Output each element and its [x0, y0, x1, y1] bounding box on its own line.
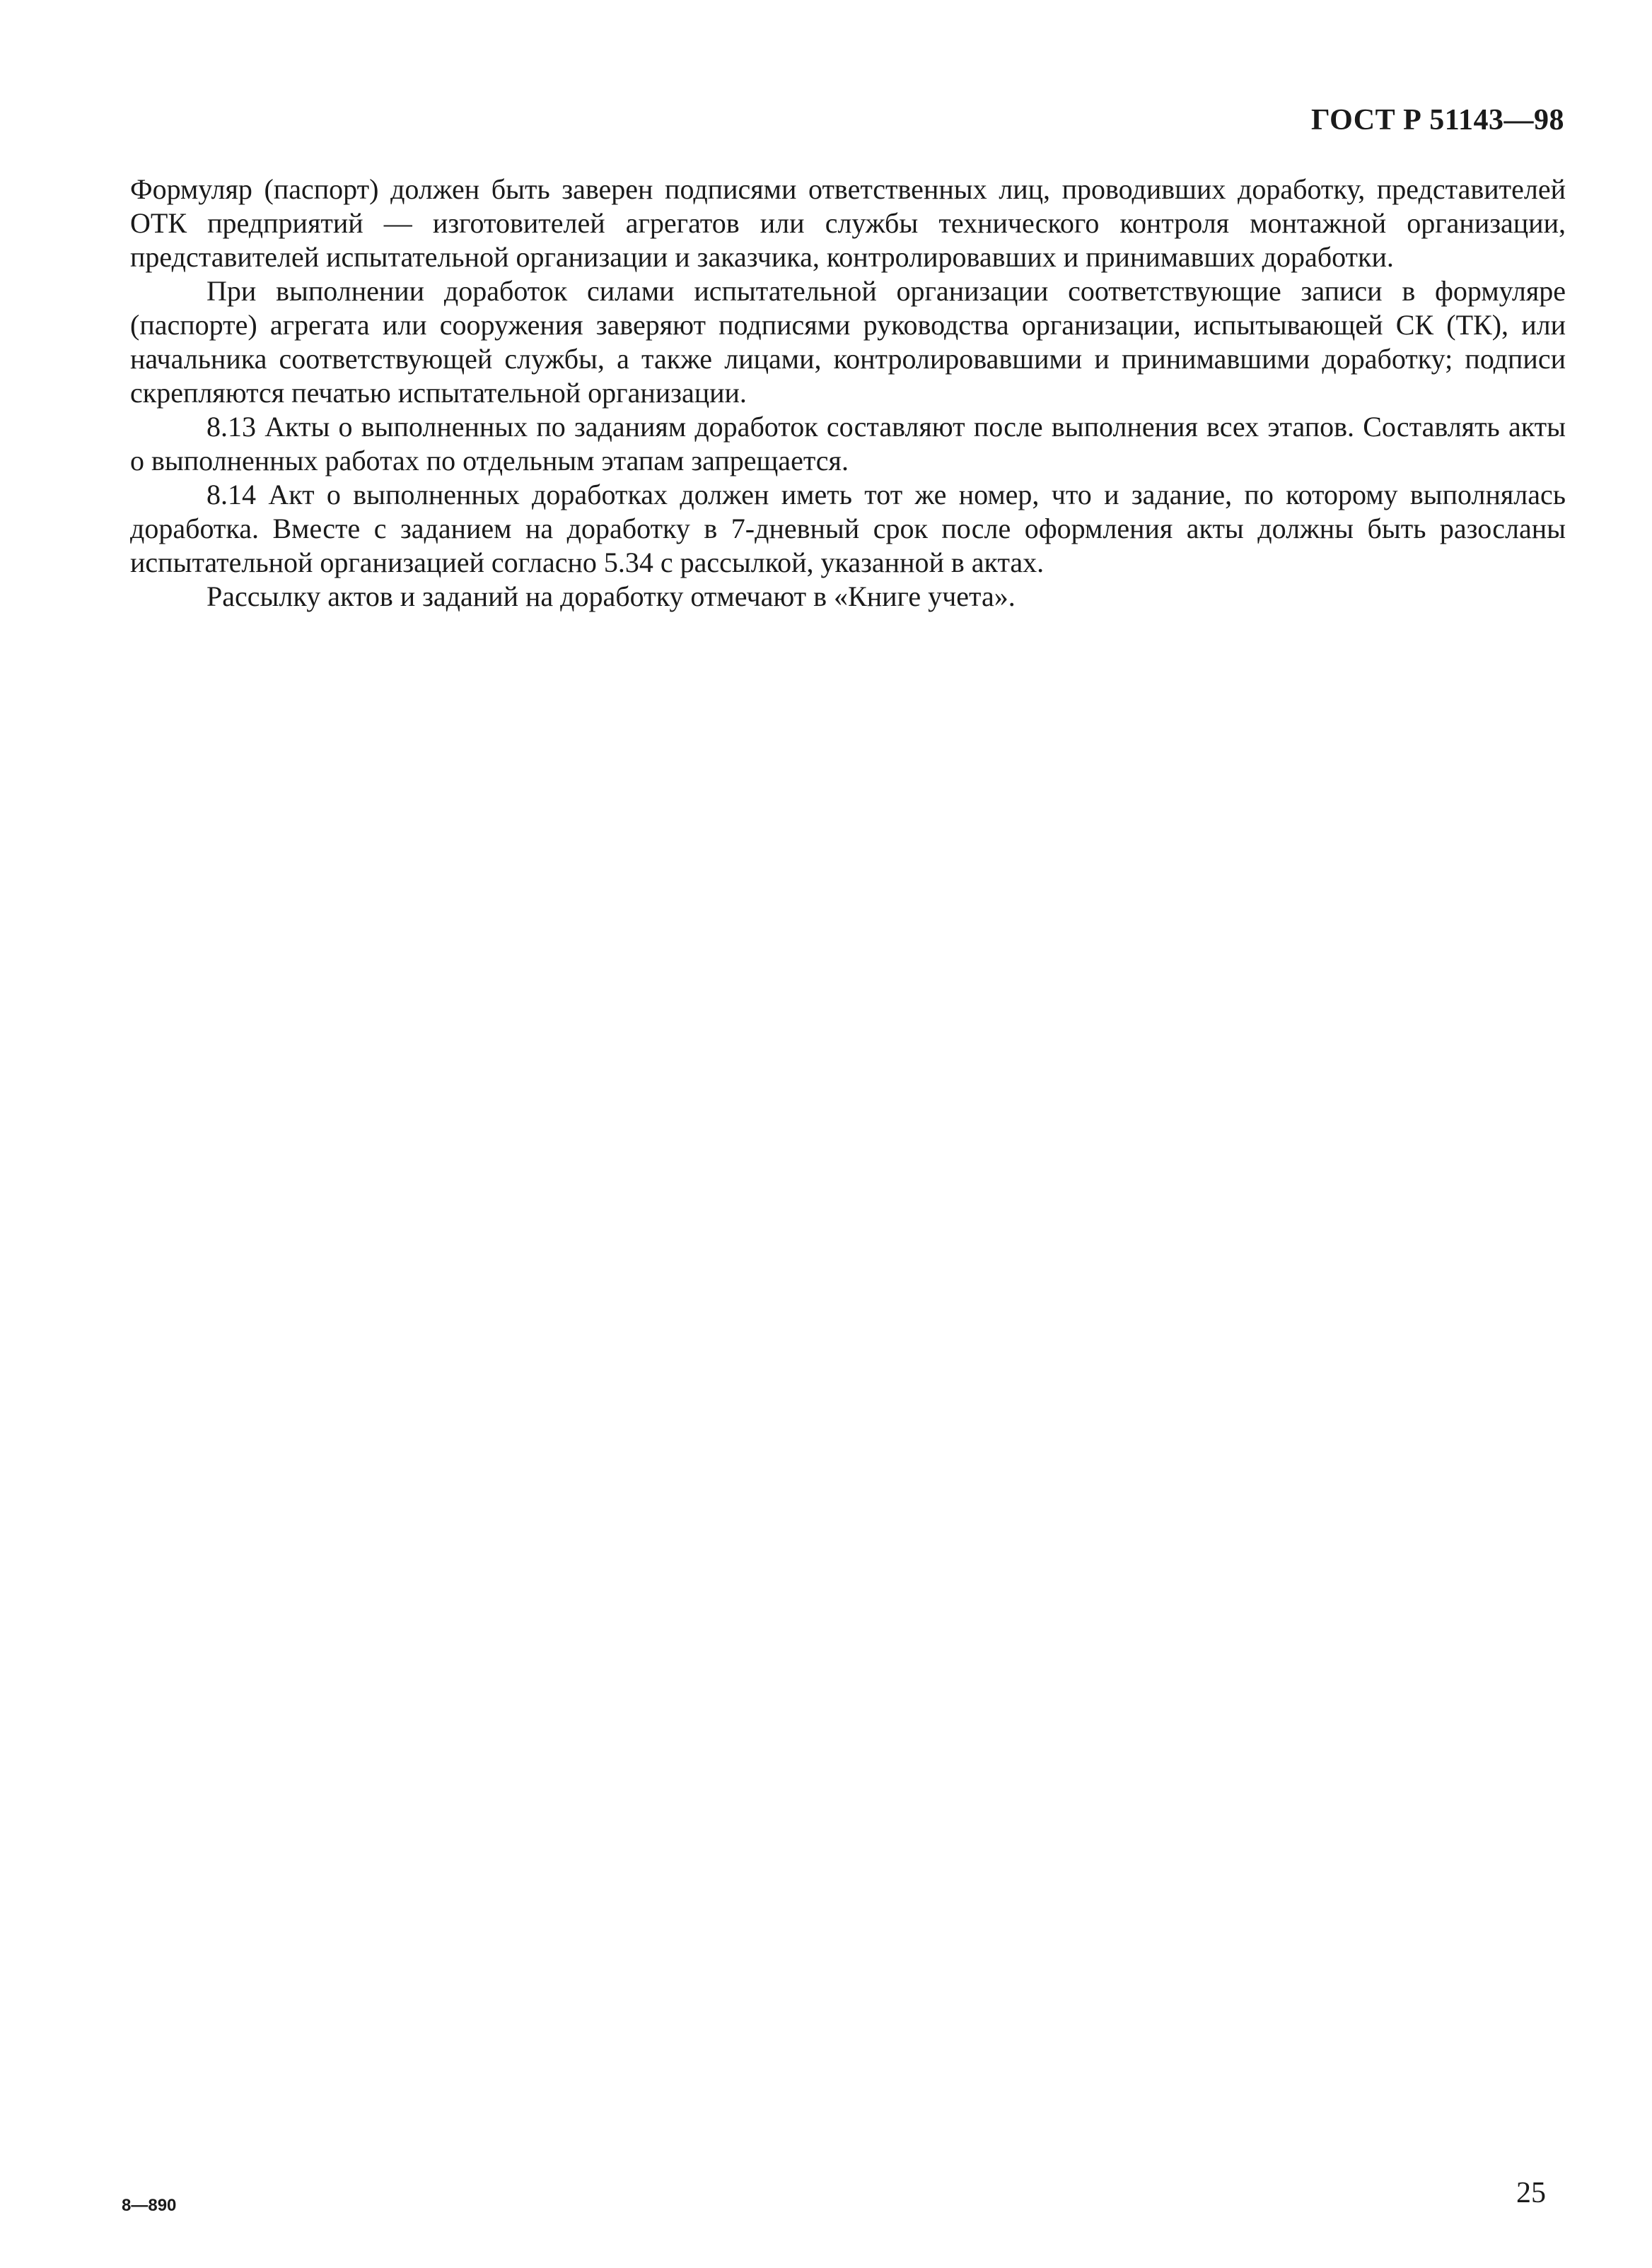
paragraph-distribution-log: Рассылку актов и заданий на доработку отмечают в «Книге учета». [206, 580, 1016, 612]
document-standard-header: ГОСТ Р 51143—98 [1310, 104, 1564, 136]
paragraph-section-8-14: 8.14 Акт о выполненных доработках должен иметь тот же номер, что и задание, по которому выполнялась доработка. Вместе с заданием на доработку в 7-дневный срок после оформления акты должны быть разосланы испытательной организацией согласно 5.34 с рассылкой, указанной в актах. [130, 479, 1566, 578]
paragraph-section-8-13: 8.13 Акты о выполненных по заданиям доработок составляют после выполнения всех этапов. Составлять акты о выполненных работах по отдельным этапам запрещается. [130, 411, 1566, 477]
print-code: 8—890 [122, 2196, 177, 2215]
document-body [130, 173, 1566, 614]
paragraph-formular-signatures: Формуляр (паспорт) должен быть заверен подписями ответственных лиц, проводивших доработку, представителей ОТК предприятий — изготовителей агрегатов или службы технического контроля монтажной организации, представителей испытательной организации и заказчика, контролировавших и принимавших доработки. [130, 173, 1566, 273]
page-number: 25 [1516, 2177, 1546, 2209]
paragraph-test-organization-records: При выполнении доработок силами испытательной организации соответствующие записи в формуляре (паспорте) агрегата или сооружения заверяют подписями руководства организации, испытывающей СК (ТК), или начальника соответствующей службы, а также лицами, контролировавшими и принимавшими доработку; подписи скрепляются печатью испытательной организации. [130, 275, 1566, 409]
